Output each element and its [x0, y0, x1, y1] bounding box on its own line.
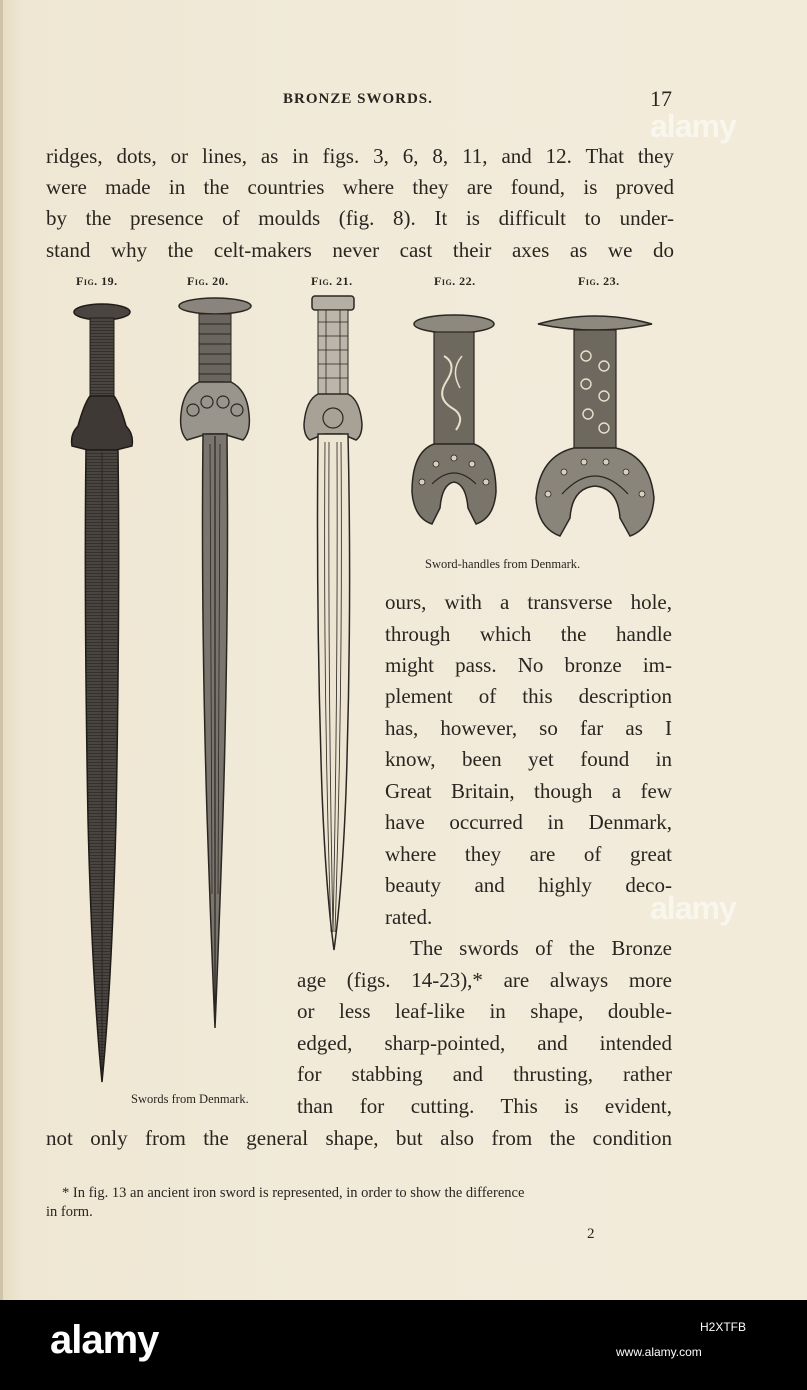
text-line: age (figs. 14-23),* are always more	[297, 968, 672, 992]
sword-fig-19	[64, 300, 140, 1090]
text-line: The swords of the Bronze	[410, 936, 672, 960]
figure-label-19: Fig. 19.	[76, 274, 118, 288]
text-line: not only from the general shape, but also from the condition	[46, 1126, 672, 1150]
text-line: for stabbing and thrusting, rather	[297, 1062, 672, 1086]
sword-fig-20	[173, 294, 257, 1034]
sword-handle-fig-22	[406, 312, 502, 532]
text-line: has, however, so far as I	[385, 716, 672, 740]
text-line: Great Britain, though a few	[385, 779, 672, 803]
text-line: plement of this description	[385, 684, 672, 708]
stock-logo: alamy	[50, 1318, 159, 1362]
running-title: BRONZE SWORDS.	[283, 91, 433, 107]
text-line: or less leaf-like in shape, double-	[297, 999, 672, 1023]
footnote-line: in form.	[46, 1204, 93, 1220]
text-line: edged, sharp-pointed, and intended	[297, 1031, 672, 1055]
text-line: know, been yet found in	[385, 747, 672, 771]
text-line: stand why the celt-makers never cast their axes as we do	[46, 238, 674, 262]
sword-handle-fig-23	[532, 308, 658, 542]
sword-fig-21	[298, 292, 368, 956]
page-number: 17	[650, 86, 672, 111]
text-line: rated.	[385, 905, 433, 929]
text-line: might pass. No bronze im-	[385, 653, 672, 677]
figure-label-20: Fig. 20.	[187, 274, 229, 288]
figure-label-23: Fig. 23.	[578, 274, 620, 288]
text-line: where they are of great	[385, 842, 672, 866]
figure-label-21: Fig. 21.	[311, 274, 353, 288]
text-line: by the presence of moulds (fig. 8). It is difficult to under-	[46, 206, 674, 230]
sheet-signature: 2	[587, 1226, 595, 1242]
text-line: ridges, dots, or lines, as in figs. 3, 6, 8, 11, and 12. That they	[46, 144, 674, 168]
text-line: through which the handle	[385, 622, 672, 646]
stock-url: www.alamy.com	[616, 1345, 702, 1359]
caption-swords: Swords from Denmark.	[131, 1092, 249, 1106]
footnote-line: * In fig. 13 an ancient iron sword is represented, in order to show the difference	[62, 1185, 525, 1201]
stock-bar	[0, 1300, 807, 1390]
caption-sword-handles: Sword-handles from Denmark.	[425, 557, 581, 571]
stock-image-id: H2XTFB	[700, 1320, 747, 1334]
figure-label-22: Fig. 22.	[434, 274, 476, 288]
text-line: beauty and highly deco-	[385, 873, 672, 897]
text-line: were made in the countries where they are found, is proved	[46, 175, 674, 199]
watermark: alamy	[650, 108, 736, 144]
text-line: have occurred in Denmark,	[385, 810, 672, 834]
watermark: alamy	[650, 890, 736, 926]
text-line: than for cutting. This is evident,	[297, 1094, 672, 1118]
text-line: ours, with a transverse hole,	[385, 590, 672, 614]
